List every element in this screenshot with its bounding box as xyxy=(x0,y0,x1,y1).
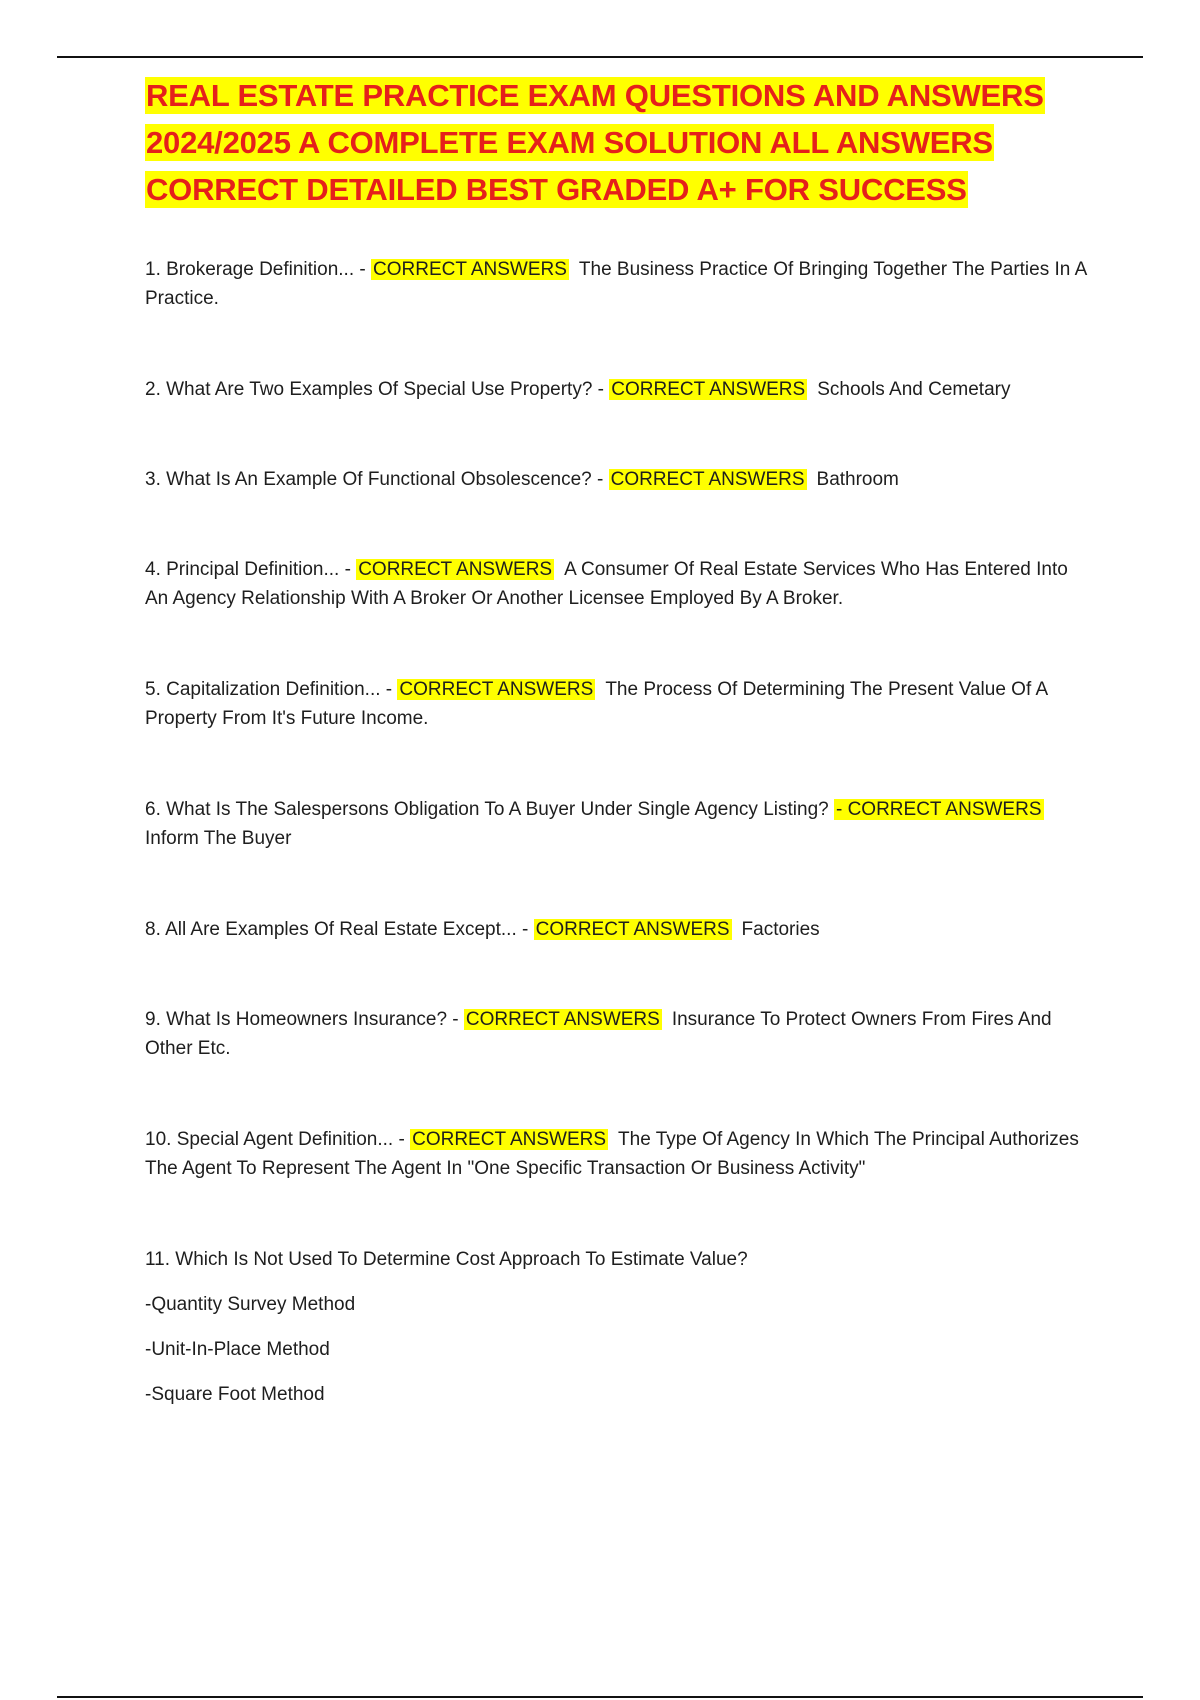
title-line-3: CORRECT DETAILED BEST GRADED A+ FOR SUCCESS xyxy=(146,172,967,207)
top-rule xyxy=(57,56,1143,58)
correct-answers-tag: CORRECT ANSWERS xyxy=(610,469,805,490)
answer-text: The Type Of Agency In Which The Principal Authorizes The Agent To Represent The Agent In "One Specific Transaction Or Business Activity" xyxy=(145,1129,1079,1179)
question-text: 1. Brokerage Definition... - xyxy=(145,259,371,280)
qa-item-1 xyxy=(145,255,1090,313)
question-text: 6. What Is The Salespersons Obligation To A Buyer Under Single Agency Listing? xyxy=(145,799,834,820)
answer-text: Bathroom xyxy=(816,469,899,490)
question-text: 5. Capitalization Definition... - xyxy=(145,679,398,700)
option-item: -Unit-In-Place Method xyxy=(145,1339,330,1360)
answer-text: Schools And Cemetary xyxy=(817,379,1011,400)
answer-text: A Consumer Of Real Estate Services Who Has Entered Into An Agency Relationship With A Broker Or Another Licensee Employed By A Broker. xyxy=(145,559,1068,609)
correct-answers-tag: CORRECT ANSWERS xyxy=(611,379,806,400)
answer-text: The Process Of Determining The Present Value Of A Property From It's Future Income. xyxy=(145,679,1048,729)
qa-item-3 xyxy=(145,465,1090,494)
correct-answers-tag: - CORRECT ANSWERS xyxy=(835,799,1042,820)
correct-answers-tag: CORRECT ANSWERS xyxy=(412,1129,607,1150)
qa-item-6 xyxy=(145,795,1090,853)
answer-text: Insurance To Protect Owners From Fires And Other Etc. xyxy=(145,1009,1052,1059)
question-text: 3. What Is An Example Of Functional Obsolescence? - xyxy=(145,469,609,490)
question-text: 10. Special Agent Definition... - xyxy=(145,1129,411,1150)
correct-answers-tag: CORRECT ANSWERS xyxy=(399,679,594,700)
title-line-2: 2024/2025 A COMPLETE EXAM SOLUTION ALL ANSWERS xyxy=(146,125,993,160)
qa-item-4 xyxy=(145,555,1090,613)
document-body xyxy=(145,72,1090,1409)
option-item: -Square Foot Method xyxy=(145,1384,325,1405)
qa-item-8 xyxy=(145,915,1090,944)
question-text: 9. What Is Homeowners Insurance? - xyxy=(145,1009,464,1030)
correct-answers-tag: CORRECT ANSWERS xyxy=(358,559,553,580)
option-item: -Quantity Survey Method xyxy=(145,1294,356,1315)
qa-item-10 xyxy=(145,1125,1090,1183)
question-text: 4. Principal Definition... - xyxy=(145,559,357,580)
bottom-rule xyxy=(57,1696,1143,1698)
document-title xyxy=(145,72,1090,213)
answer-text: Inform The Buyer xyxy=(145,828,292,849)
qa-item-9 xyxy=(145,1005,1090,1063)
correct-answers-tag: CORRECT ANSWERS xyxy=(465,1009,660,1030)
correct-answers-tag: CORRECT ANSWERS xyxy=(373,259,567,280)
qa-item-5 xyxy=(145,675,1090,733)
correct-answers-tag: CORRECT ANSWERS xyxy=(535,919,730,940)
qa-item-2 xyxy=(145,375,1090,404)
question-text: 11. Which Is Not Used To Determine Cost Approach To Estimate Value? xyxy=(145,1249,748,1270)
answer-text: Factories xyxy=(741,919,820,940)
question-text: 8. All Are Examples Of Real Estate Except... - xyxy=(145,919,534,940)
qa-item-11 xyxy=(145,1245,1090,1409)
question-text: 2. What Are Two Examples Of Special Use Property? - xyxy=(145,379,610,400)
title-line-1: REAL ESTATE PRACTICE EXAM QUESTIONS AND ANSWERS xyxy=(146,78,1044,113)
answer-text: The Business Practice Of Bringing Together The Parties In A Practice. xyxy=(145,259,1087,309)
